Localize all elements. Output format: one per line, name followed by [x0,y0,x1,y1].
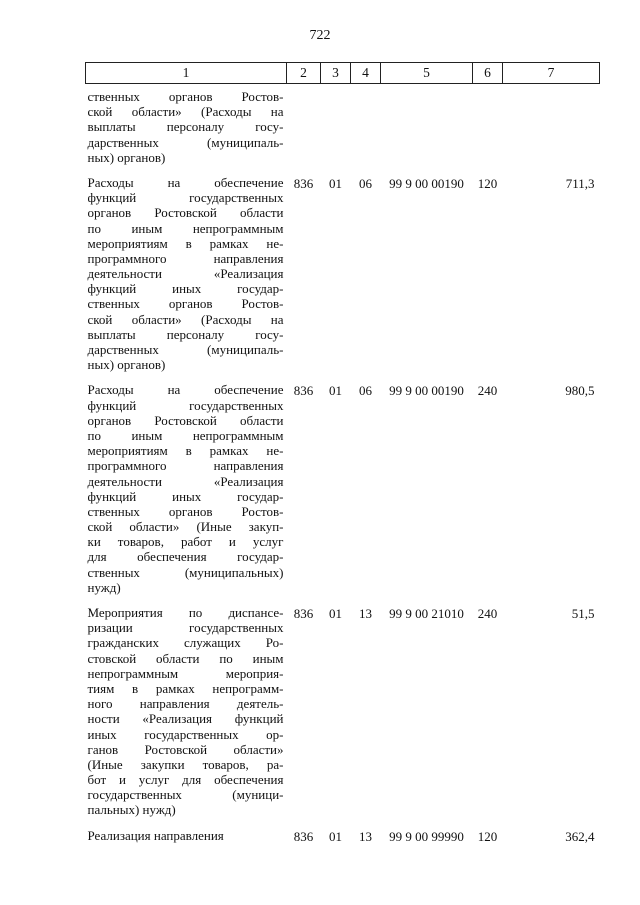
row-code-expense-type: 120 [477,175,498,191]
row-description [86,378,287,601]
row-code-target: 99 9 00 00190 [389,383,464,399]
description-line: непрограммным мероприя- [87,665,284,681]
description-line: тиям в рамках непрограмм- [87,680,284,696]
row-code-section [321,84,351,171]
row-amount: 711,3 [565,175,595,191]
table-header-row [86,63,600,84]
row-code-admin: 836 [293,383,314,399]
row-description [86,84,287,171]
row-code-expense-type: 240 [477,606,498,621]
description-line: пальных) нужд) [87,802,176,818]
row-code-subsection: 06 [359,175,372,191]
row-code-target: 99 9 00 00190 [389,175,464,191]
description-line: ных) органов) [87,357,166,373]
row-code-admin: 836 [293,828,314,844]
description-line: ственных органов Ростов- [87,89,284,104]
row-code-admin [287,84,321,171]
description-line: Мероприятия по диспансе- [87,605,284,620]
description-line: выплаты персоналу госу- [87,119,284,135]
description-line: ской области» (Расходы на [87,311,284,327]
description-line: функций государственных [87,397,284,413]
description-line: дарственных (муниципаль- [87,134,284,150]
description-line: программного направления [87,458,284,474]
description-line: выплаты персоналу госу- [87,326,284,342]
row-code-admin: 836 [293,606,314,621]
table-row [86,378,600,601]
row-amount: 51,5 [571,606,595,621]
description-line: ности «Реализация функций [87,711,284,727]
description-line: стовской области по иным [87,650,284,666]
description-line: функций иных государ- [87,281,284,297]
description-line: Реализация направления [87,827,224,843]
description-line: ской области» (Расходы на [87,104,284,120]
description-line: мероприятиям в рамках не- [87,235,284,251]
description-line: деятельности «Реализация [87,473,284,489]
description-line: функций государственных [87,190,284,206]
description-line: органов Ростовской области [87,205,284,221]
row-amount: 980,5 [565,383,595,399]
row-code-subsection: 06 [359,383,372,399]
description-line: бот и услуг для обеспечения [87,772,284,788]
description-line: гражданских служащих Ро- [87,635,284,651]
description-line: государственных (муници- [87,787,284,803]
description-line: Расходы на обеспечение [87,382,284,398]
description-line: дарственных (муниципаль- [87,342,284,357]
row-code-target [381,84,473,171]
row-code-section: 01 [329,606,342,621]
column-header-1: 1 [86,63,287,84]
column-header-6: 6 [473,63,503,84]
row-code-target: 99 9 00 99990 [389,828,464,844]
row-code-expense-type [473,84,503,171]
row-code-admin: 836 [293,175,314,191]
row-code-expense-type: 120 [477,828,498,844]
description-line: ганов Ростовской области» [87,741,284,757]
description-line: Расходы на обеспечение [87,174,284,190]
column-header-5: 5 [381,63,473,84]
description-line: для обеспечения государ- [87,549,284,565]
column-header-2: 2 [287,63,321,84]
row-amount [503,84,600,171]
row-code-subsection: 13 [359,606,372,621]
description-line: по иным непрограммным [87,220,284,236]
description-line: ных) органов) [87,149,166,165]
description-line: ственных органов Ростов- [87,296,284,312]
description-line: органов Ростовской области [87,412,284,428]
description-line: ственных (муниципальных) [87,564,284,580]
description-line: программного направления [87,250,284,266]
row-description [86,171,287,378]
table-row [86,601,600,824]
row-code-section: 01 [329,828,342,844]
table-row [86,171,600,378]
column-header-7: 7 [503,63,600,84]
table-row [86,84,600,171]
column-header-4: 4 [351,63,381,84]
description-line: иных государственных ор- [87,726,284,742]
column-header-3: 3 [321,63,351,84]
description-line: мероприятиям в рамках не- [87,443,284,459]
page-number: 722 [309,28,331,43]
row-code-subsection [351,84,381,171]
row-code-section: 01 [329,383,342,399]
description-line: (Иные закупки товаров, ра- [87,756,284,772]
row-code-expense-type: 240 [477,383,498,399]
description-line: нужд) [87,579,121,595]
description-line: ного направления деятель- [87,696,284,712]
budget-table [85,62,600,849]
row-amount: 362,4 [565,828,595,844]
description-line: функций иных государ- [87,488,284,504]
row-description [86,601,287,824]
row-description [86,824,287,849]
description-line: деятельности «Реализация [87,266,284,282]
description-line: ственных органов Ростов- [87,503,284,519]
row-code-subsection: 13 [359,828,372,844]
description-line: ской области» (Иные закуп- [87,519,284,535]
description-line: ки товаров, работ и услуг [87,534,284,550]
description-line: ризации государственных [87,620,284,636]
description-line: по иным непрограммным [87,427,284,443]
row-code-target: 99 9 00 21010 [389,606,464,621]
table-row [86,824,600,849]
row-code-section: 01 [329,175,342,191]
